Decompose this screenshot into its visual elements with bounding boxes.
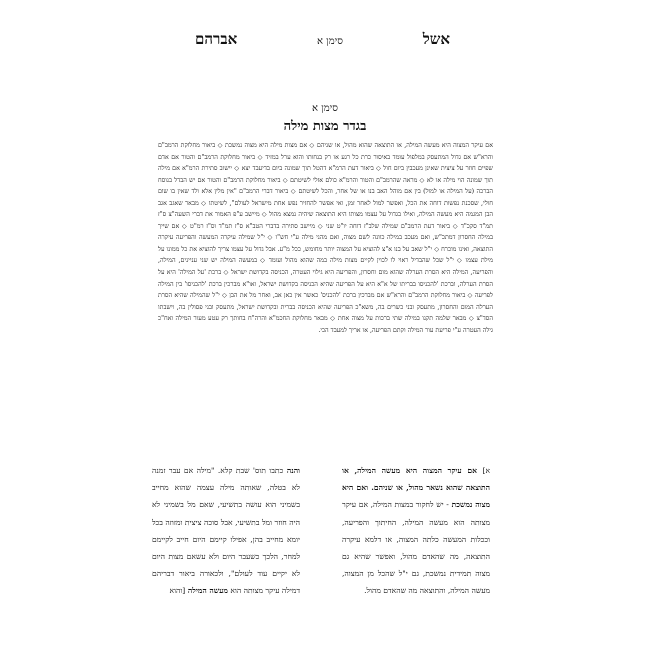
header-book-title-left: אברהם (195, 30, 238, 48)
body-text: כתבו תוס' שבת קלא. "מילה אם עבר זמנה לא בטלה, שאותה מילה עצמה שהוא מחייב בשמיני הוא עושה בתשיעי, שאם מל בשמיני לא היה חוזר ומל בתשיעי, אבל סוכה ציצית ומזוזה בכל יומא מחייב בהן, אפילו קיימם היום חייב לקיימם למחר, הלכך כשעבר היום ולא עשאם מצות היום לא יקיים עוד לעולם", ולכאורה ביאור דבריהם דמילה עיקר מצותה הוא (152, 466, 300, 596)
header-siman: סימן א (316, 36, 343, 47)
running-header (195, 30, 450, 52)
body-text: - יש לחקור במצות המילה, אם עיקר מצותה הוא מעשה המילה, החיתוך והפריעה, וככלות המעשה כלתה המצוה, או דלמא עיקרה התוצאה, מה שהאדם מהול, ואפשר שהיא גם מצוה תמידית נמשכת, גם י"ל שהכל מן המצוה, מעשה המילה, והתוצאה מה שהאדם מהול. (342, 500, 490, 596)
emphasis-text: מעשה המילה (185, 586, 228, 596)
lead-word: והנה (283, 466, 300, 475)
section-title: בגדר מצות מילה (283, 119, 367, 134)
summary-paragraph: אם עיקר המצוה היא מעשה המילה, או התוצאה שהוא מהול, או שניהם ◇ אם מצות מילה היא מצוה נמשכת ◇ ביאור מחלוקת הרמב"ם והרא"ש אם גדול המתעסק במלפול עומד באיסור כרת כל רגע או רק בנחותו והוא ערל במזיד ◇ ביאור מחלוקת הרמב"ם והטור אם אדם שפיים חוזר על ציצית שאינן מעכבין ביום חול ◇ ביאור דעת הרמ"א דהטל תוך שמונה ביום בדיעבד יצא ◇ יישוב סתירת הרמ"א אם מילה תוך שמונה הוי מילה או לא ◇ מראה שהרמב"ם והטור והרמ"א כולם אזלי לשיטתם ◇ ביאור מחלוקת הרמב"ם והטור אם יש הבדל בנוסח הברכה (על המילה או למול) בין אם מוהל האב בנו או של אחר, והכל לשיטתם ◇ ביאור דברי הרמב"ם "אין מלין אלא ולד שאין בו שום חולי, שסכנת נפשות דוחה את הכל, ואפשר למול לאחר זמן, ואי אפשר להחזיר נפש אחת מישראל לעולם", לשיטתו ◇ מבאר שאגב אגב הבן המגמה היא מעשה המילה, ואילו בגדול על עצמו מצותו היא התוצאה שיהיה נמצא מהול ◇ מיישב ע"פ האמור את דברי השעה"צ ס"ז תמ"ד סקכ"ד ◇ ביאור דעת הרמב"ם שמילה שלב"ז דוחה יו"ט שני ◇ מיישב סתירה בדברי הטב"א ס"ז תמ"ד וס"ז רמ"ט ◇ אם שייך במילה החסרון דמתכ"ש, ואם מעכב במילה כוונה לשם מצוה, ואם מהני מילה ע"י חש"ו ◇ י"ל שמילה עיקרה המעשה והפריעה עיקרה התוצאה, ואינו מוכרח ◇ י"ל שאב על בנו א"צ להוציא על המצוה יותר מחומש, ככל מ"ע. אבל גדול על עצמו צריך להוציא את כל ממונו על מילת עצמו ◇ י"ל שכל שהבדיל ראוי לו לכוין לקיים מצות מילה במה שהוא מהול ועומד ◇ במעשה המילה יש שני עניינים, המילה, והפריעה, המילה היא הסרת הערלה שהוא מום וחסרון, והפריעה היא גילוי העטרה, הכניסה בקדושת ישראל ◇ ברכת 'על המילה' היא על הסרת הערלה, וברכת 'להכניסו בבריתו של א"א היא על הפריעה שהיא הכניסה בקדושת ישראל, ואו"א מברכין ברכת 'להכניסו' בין המילה לפריעה ◇ ביאור מחלוקת הרמב"ם והרא"ש אם מברכין ברכת 'להכניס' כאשר אין כאן אב, ואחר מל את הבן ◇ י"ל שהמילה שהיא הסרת הערלה המום והחסרון, מתעסק ובני כשרים בה, משא"כ הפריעה שהיא הכניסה בברית ובקדושת ישראל, מתעסק ובני פסולין בה, וישבתו הסד"צ ◇ מבאר שלמה תקנו במילה שתי ברכות על מצוה אחת ◇ מבאר מחלוקת החכמ"א והרה"ח בחותך רק עטע מעור המילה ואח"כ גילה העטרה ע"י פריעת עור המילה וקתם הפריעה, או אריך למעבד הכי. (158, 142, 493, 334)
section-siman-label: סימן א (312, 103, 338, 114)
body-text-continued: [והוא (169, 586, 186, 596)
header-book-title-right: אשל (422, 30, 450, 48)
topic-heading: עיקר המצוה היא מעשה המילה, או התוצאה שהוא נשאר מהול, או שניהם. ואם היא מצוה נמשכת (342, 466, 490, 510)
main-text-left-column (152, 462, 300, 644)
footnote-marker: א] (477, 466, 490, 475)
lead-word: אם (461, 466, 478, 475)
main-text-right-column (342, 462, 490, 644)
